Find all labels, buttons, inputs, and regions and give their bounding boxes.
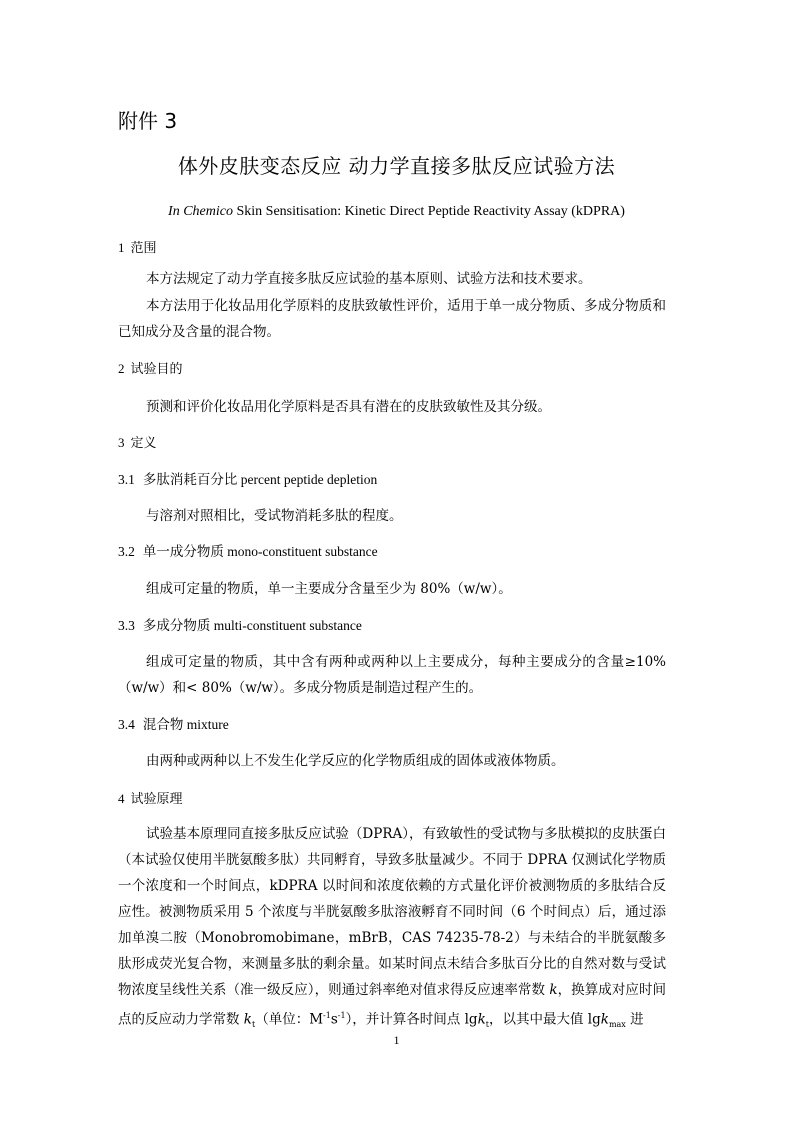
subtitle-text: Skin Sensitisation: Kinetic Direct Peptide Reactivity Assay (kDPRA) xyxy=(232,204,625,219)
section-2-paragraph-1: 预测和评价化妆品用化学原料是否具有潜在的皮肤致敏性及其分级。 xyxy=(146,399,551,415)
annex-label: 附件 3 xyxy=(118,109,178,133)
section-heading-3: 3 定义 xyxy=(118,435,157,451)
subtitle-italic: In Chemico xyxy=(168,204,233,219)
section-heading-4: 4 试验原理 xyxy=(118,791,183,807)
subsection-heading-3-1: 3.1 多肽消耗百分比 percent peptide depletion xyxy=(118,472,378,487)
section-heading-2: 2 试验目的 xyxy=(118,361,183,377)
section-1-paragraph-2: 本方法用于化妆品用化学原料的皮肤致敏性评价，适用于单一成分物质、多成分物质和已知成分及含量的混合物。 xyxy=(118,298,666,340)
subsection-3-2-text: 组成可定量的物质，单一主要成分含量至少为 80%（w/w）。 xyxy=(146,581,512,597)
subsection-heading-3-4: 3.4 混合物 mixture xyxy=(118,717,229,732)
subsection-3-1-text: 与溶剂对照相比，受试物消耗多肽的程度。 xyxy=(146,508,403,524)
page-number: 1 xyxy=(393,1033,400,1047)
subsection-3-3-text: 组成可定量的物质，其中含有两种或两种以上主要成分，每种主要成分的含量≥10%（w/w）和< 80%（w/w）。多成分物质是制造过程产生的。 xyxy=(118,654,666,696)
section-heading-1: 1 范围 xyxy=(118,240,157,256)
document-subtitle xyxy=(0,203,793,221)
document-title: 体外皮肤变态反应 动力学直接多肽反应试验方法 xyxy=(177,154,616,178)
subsection-heading-3-3: 3.3 多成分物质 multi-constituent substance xyxy=(118,618,362,633)
section-1-paragraph-1: 本方法规定了动力学直接多肽反应试验的基本原则、试验方法和技术要求。 xyxy=(146,271,592,287)
subsection-heading-3-2: 3.2 单一成分物质 mono-constituent substance xyxy=(118,544,378,559)
subsection-3-4-text: 由两种或两种以上不发生化学反应的化学物质组成的固体或液体物质。 xyxy=(146,753,565,769)
section-4-paragraph-1: 试验基本原理同直接多肽反应试验（DPRA），有致敏性的受试物与多肽模拟的皮肤蛋白（本试验仅使用半胱氨酸多肽）共同孵育，导致多肽量减少。不同于 DPRA 仅测试化学物质一个浓度和一个时间点，kDPRA 以时间和浓度依赖的方式量化评价被测物质的多肽结合反应性。被测物质采用 5 个浓度与半胱氨酸多肽溶液孵育不同时间（6 个时间点）后，通过添加单溴二胺（Monobromobimane，mBrB，CAS 74235-78-2）与未结合的半胱氨酸多肽形成荧光复合物，来测量多肽的剩余量。如某时间点未结合多肽百分比的自然对数与受试物浓度呈线性关系（准一级反应），则通过斜率绝对值求得反应速率常数 k，换算成对应时间点的反应动力学常数 $k_t$（单位：$M^{-1}s^{-1}$），并计算各时间点 lgk$_t$，以其中最大值 lgk$_{max}$ 进 xyxy=(118,826,667,1030)
